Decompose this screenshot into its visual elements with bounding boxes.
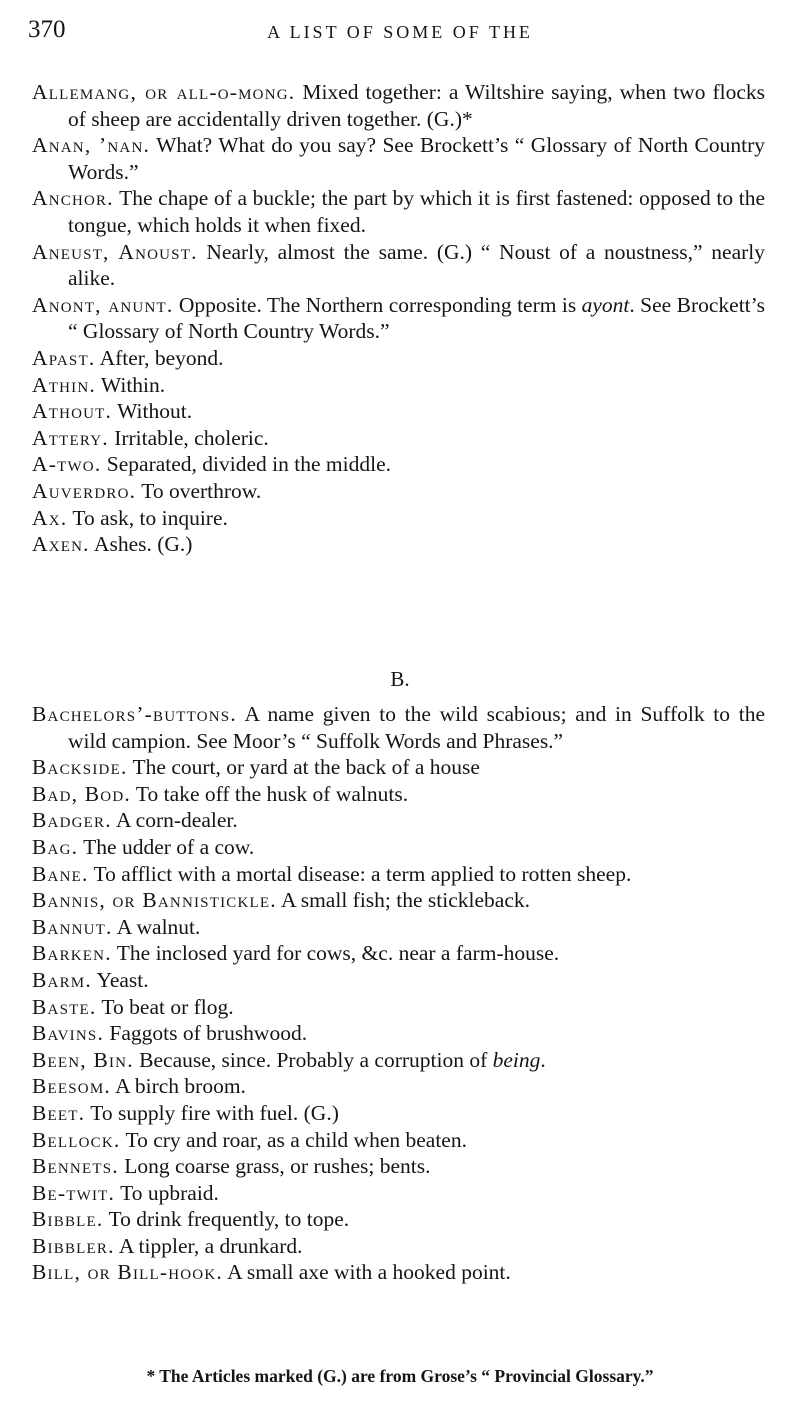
glossary-entry (32, 861, 765, 888)
glossary-entry (32, 531, 765, 558)
glossary-entry (32, 1020, 765, 1047)
page-number: 370 (28, 16, 66, 43)
headword: Badger. (32, 808, 112, 833)
headword: Bannut. (32, 914, 113, 939)
definition-text: Opposite. The Northern corresponding term is (173, 292, 582, 317)
definition-text: To ask, to inquire. (67, 505, 228, 530)
definition-text: To beat or flog. (96, 994, 234, 1019)
definition-text: Because, since. Probably a corruption of (133, 1047, 493, 1072)
headword: Auverdro. (32, 478, 137, 503)
definition-text: Faggots of brushwood. (104, 1021, 308, 1046)
headword: Axen. (32, 532, 90, 557)
headword: Baste. (32, 994, 97, 1019)
definition-text: To take off the husk of walnuts. (130, 781, 409, 806)
headword: Attery. (32, 425, 109, 450)
glossary-entry (32, 478, 765, 505)
definition-text: To upbraid. (115, 1180, 219, 1205)
headword: Bennets. (32, 1154, 119, 1179)
headword: Been, Bin. (32, 1047, 134, 1072)
headword: A-two. (32, 452, 102, 477)
headword: Bibble. (32, 1207, 104, 1232)
running-head: A LIST OF SOME OF THE (267, 22, 533, 42)
definition-text: . See Brockett’s “ Glossary of North Country Words.” (68, 292, 765, 344)
glossary-entry (32, 1127, 765, 1154)
headword: Anan, ’nan. (32, 133, 151, 158)
definition-text: A small fish; the stickleback. (276, 888, 530, 913)
definition-text: To overthrow. (136, 478, 262, 503)
definition-text: A tippler, a drunkard. (114, 1233, 303, 1258)
glossary-entry (32, 1100, 765, 1127)
definition-text: A birch broom. (110, 1074, 246, 1099)
glossary-entry (32, 940, 765, 967)
glossary-entry (32, 1180, 765, 1207)
definition-text: Yeast. (91, 967, 149, 992)
definition-text: . (540, 1047, 546, 1072)
definition-text: The court, or yard at the back of a house (127, 755, 480, 780)
headword: Apast. (32, 345, 96, 370)
glossary-entry (32, 701, 765, 754)
glossary-entry (32, 345, 765, 372)
glossary-entry (32, 185, 765, 238)
glossary-section-a (32, 79, 765, 558)
headword: Beesom. (32, 1074, 111, 1099)
headword: Bannis, or Bannistickle. (32, 888, 277, 913)
headword: Bane. (32, 861, 89, 886)
definition-text: Long coarse grass, or rushes; bents. (118, 1154, 431, 1179)
headword: Bibbler. (32, 1233, 115, 1258)
glossary-entry (32, 398, 765, 425)
glossary-entry (32, 1047, 765, 1074)
headword: Bavins. (32, 1021, 105, 1046)
glossary-entry (32, 754, 765, 781)
definition-text: A small axe with a hooked point. (222, 1260, 511, 1285)
definition-text: To drink frequently, to tope. (103, 1207, 350, 1232)
headword: Bellock. (32, 1127, 121, 1152)
headword: Beet. (32, 1100, 86, 1125)
headword: Be-twit. (32, 1180, 116, 1205)
definition-text: The udder of a cow. (78, 834, 255, 859)
glossary-entry (32, 1259, 765, 1286)
definition-text: A walnut. (112, 914, 201, 939)
headword: Bill, or Bill-hook. (32, 1260, 223, 1285)
definition-italic: ayont (581, 292, 630, 317)
glossary-entry (32, 1153, 765, 1180)
glossary-entry (32, 451, 765, 478)
definition-text: Irritable, choleric. (108, 425, 269, 450)
definition-text: Nearly, almost the same. (G.) “ Noust of a noustness,” nearly alike. (68, 239, 765, 291)
definition-text: To afflict with a mortal disease: a term applied to rotten sheep. (88, 861, 632, 886)
definition-text: To supply fire with fuel. (G.) (85, 1100, 339, 1125)
headword: Barken. (32, 941, 112, 966)
definition-text: What? What do you say? See Brockett’s “ Glossary of North Country Words.” (68, 133, 765, 184)
glossary-entry (32, 239, 765, 292)
glossary-entry (32, 292, 765, 345)
definition-text: Mixed together: a Wiltshire saying, when two flocks of sheep are accidentally driven together. (G.)* (68, 80, 765, 131)
headword: Athout. (32, 399, 113, 424)
glossary-entry (32, 834, 765, 861)
definition-text: Without. (112, 399, 193, 424)
glossary-entry (32, 914, 765, 941)
glossary-entry (32, 994, 765, 1021)
definition-text: The chape of a buckle; the part by which it is first fastened: opposed to the tongue, which holds it when fixed. (68, 186, 765, 237)
glossary-entry (32, 967, 765, 994)
headword: Bad, Bod. (32, 781, 131, 806)
glossary-entry (32, 807, 765, 834)
glossary-entry (32, 132, 765, 185)
headword: Backside. (32, 755, 128, 780)
definition-text: Ashes. (G.) (89, 532, 193, 557)
headword: Ax. (32, 505, 68, 530)
glossary-entry (32, 425, 765, 452)
headword: Barm. (32, 967, 92, 992)
headword: Anchor. (32, 186, 114, 211)
glossary-entry (32, 887, 765, 914)
definition-text: Within. (95, 372, 166, 397)
definition-text: A name given to the wild scabious; and in Suffolk to the wild campion. See Moor’s “ Suffolk Words and Phrases.” (68, 702, 765, 753)
glossary-section-b (32, 701, 765, 1286)
definition-text: Separated, divided in the middle. (101, 452, 391, 477)
definition-italic: being (492, 1047, 541, 1072)
glossary-entry (32, 781, 765, 808)
headword: Anont, anunt. (32, 292, 174, 317)
glossary-entry (32, 79, 765, 132)
headword: Athin. (32, 372, 96, 397)
headword: Aneust, Anoust. (32, 239, 198, 264)
section-heading-b: B. (390, 667, 410, 691)
headword: Bachelors’-buttons. (32, 702, 237, 726)
definition-text: To cry and roar, as a child when beaten. (120, 1127, 467, 1152)
definition-text: A corn-dealer. (111, 808, 238, 833)
glossary-entry (32, 1233, 765, 1260)
definition-text: The inclosed yard for cows, &c. near a farm-house. (111, 941, 560, 966)
glossary-entry (32, 372, 765, 399)
headword: Bag. (32, 834, 79, 859)
glossary-entry (32, 1073, 765, 1100)
footnote: * The Articles marked (G.) are from Grose’s “ Provincial Glossary.” (146, 1366, 654, 1386)
glossary-entry (32, 505, 765, 532)
definition-text: After, beyond. (95, 345, 224, 370)
glossary-entry (32, 1206, 765, 1233)
headword: Allemang, or all-o-mong. (32, 80, 296, 104)
